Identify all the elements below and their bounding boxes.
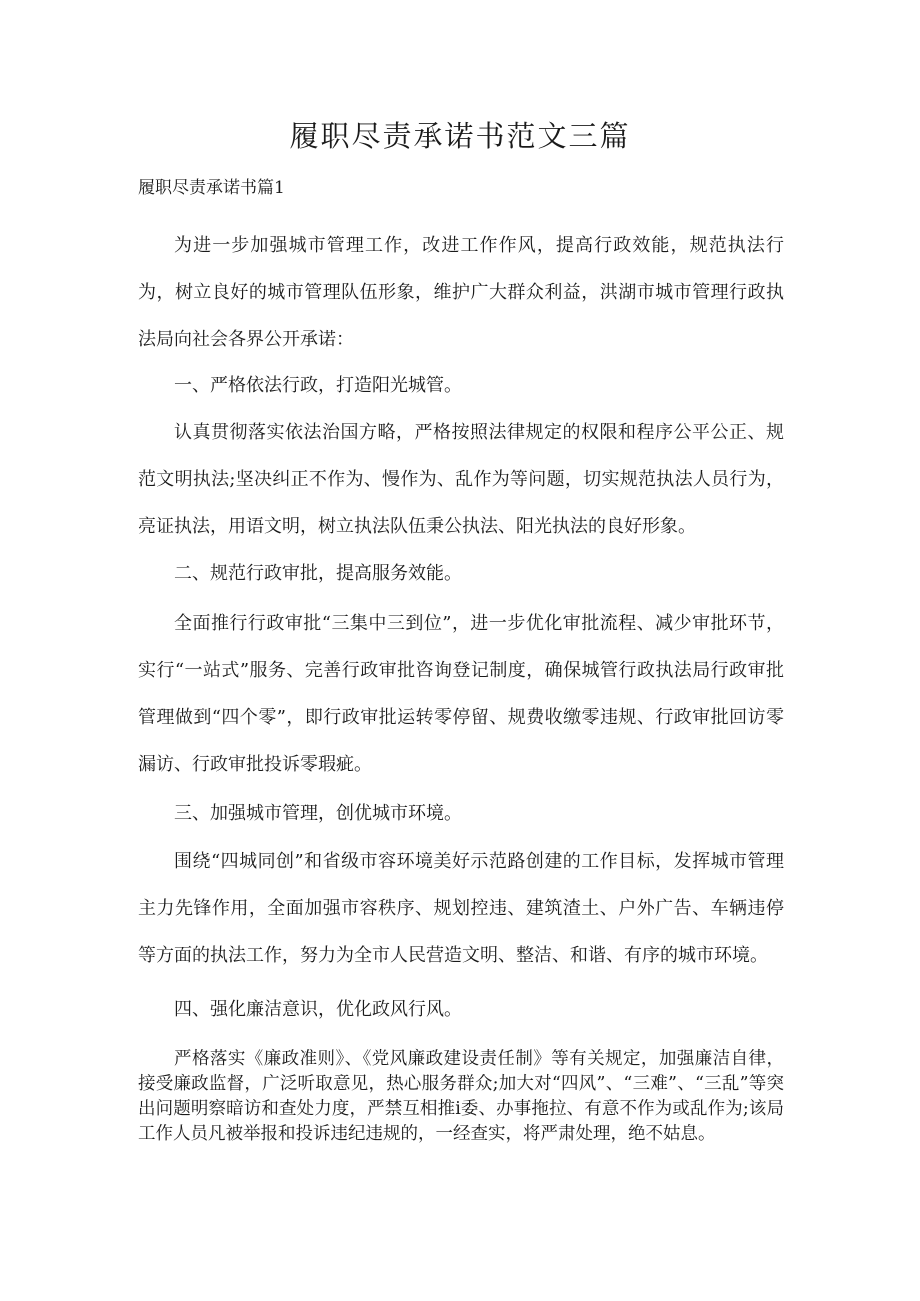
paragraph-body-2: 全面推行行政审批“三集中三到位”，进一步优化审批流程、减少审批环节，实行“一站式”服务、完善行政审批咨询登记制度，确保城管行政执法局行政审批管理做到“四个零”，即行政审批运转零停留、规费收缴零违规、行政审批回访零漏访、行政审批投诉零瑕疵。: [138, 613, 784, 775]
paragraph-heading-3: 三、加强城市管理，创优城市环境。: [174, 803, 462, 824]
paragraph-heading-2: 二、规范行政审批，提高服务效能。: [174, 563, 462, 584]
section-heading: 履职尽责承诺书篇1: [138, 178, 285, 198]
paragraph-body-1: 认真贯彻落实依法治国方略，严格按照法律规定的权限和程序公平公正、规范文明执法;坚决纠正不作为、慢作为、乱作为等问题，切实规范执法人员行为，亮证执法，用语文明，树立执法队伍秉公执法、阳光执法的良好形象。: [138, 422, 784, 537]
paragraph-body-3: 围绕“四城同创”和省级市容环境美好示范路创建的工作目标，发挥城市管理主力先锋作用，全面加强市容秩序、规划控违、建筑渣土、户外广告、车辆违停等方面的执法工作，努力为全市人民营造文明、整洁、和谐、有序的城市环境。: [138, 851, 784, 966]
paragraph-intro: 为进一步加强城市管理工作，改进工作作风，提高行政效能，规范执法行为，树立良好的城市管理队伍形象，维护广大群众利益，洪湖市城市管理行政执法局向社会各界公开承诺：: [138, 235, 784, 350]
paragraph-heading-1: 一、严格依法行政，打造阳光城管。: [174, 375, 462, 396]
paragraph-heading-4: 四、强化廉洁意识，优化政风行风。: [174, 999, 462, 1020]
paragraph-body-4: 严格落实《廉政准则》、《党风廉政建设责任制》等有关规定，加强廉洁自律，接受廉政监督，广泛听取意见，热心服务群众;加大对“四风”、“三难”、“三乱”等突出问题明察暗访和查处力度，严禁互相推i委、办事拖拉、有意不作为或乱作为;该局工作人员凡被举报和投诉违纪违规的，一经查实，将严肃处理，绝不姑息。: [138, 1049, 784, 1144]
document-title: 履职尽责承诺书范文三篇: [289, 119, 631, 153]
